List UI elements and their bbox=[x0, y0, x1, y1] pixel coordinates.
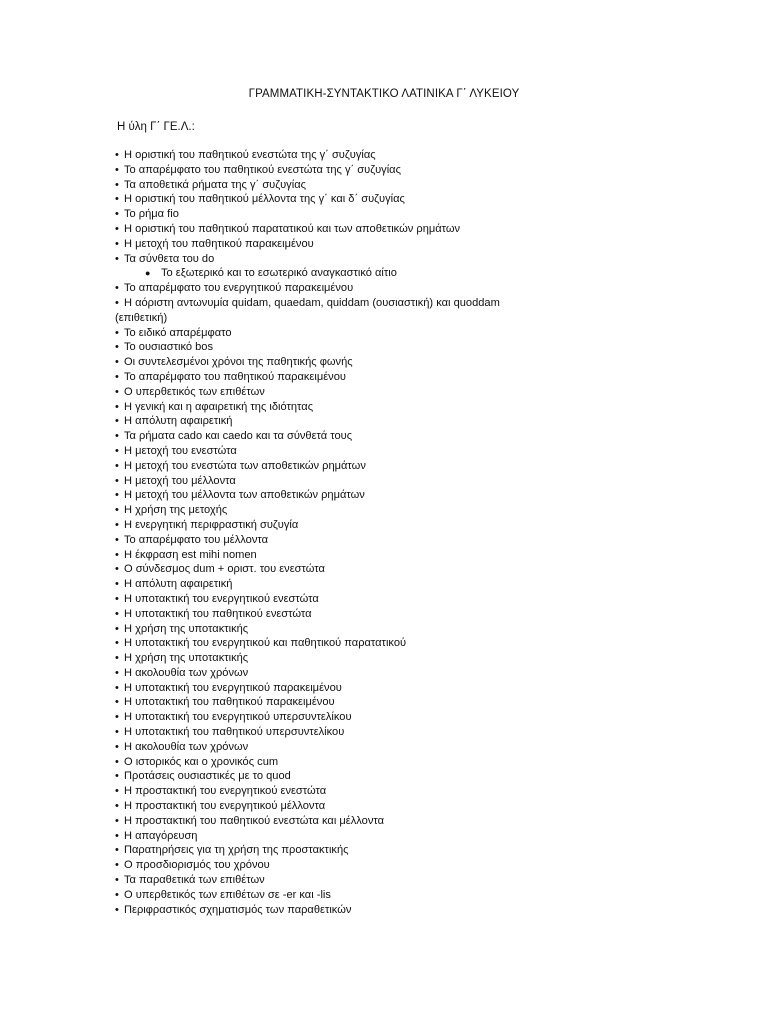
list-item bbox=[115, 666, 535, 681]
list-item bbox=[115, 651, 535, 666]
list-item bbox=[115, 178, 535, 193]
list-item bbox=[115, 355, 535, 370]
list-item bbox=[115, 592, 535, 607]
list-item-text: Ο προσδιορισμός του χρόνου bbox=[124, 859, 270, 872]
list-item bbox=[115, 533, 535, 548]
list-item-text: Η γενική και η αφαιρετική της ιδιότητας bbox=[124, 400, 314, 413]
list-item bbox=[115, 888, 535, 903]
bullet-icon: • bbox=[115, 163, 119, 176]
list-item bbox=[115, 222, 535, 237]
list-item bbox=[115, 281, 535, 296]
bullet-icon: • bbox=[115, 178, 119, 191]
bullet-icon: • bbox=[115, 844, 119, 857]
list-item-text: Το ειδικό απαρέμφατο bbox=[124, 326, 232, 339]
bullet-icon: • bbox=[115, 237, 119, 250]
list-item bbox=[115, 444, 535, 459]
list-item-text: Το απαρέμφατο του παθητικού ενεστώτα της γ΄ συζυγίας bbox=[124, 163, 401, 176]
list-item-text: Η απόλυτη αφαιρετική bbox=[124, 415, 233, 428]
bullet-icon: • bbox=[115, 652, 119, 665]
bullet-icon: • bbox=[115, 829, 119, 842]
bullet-icon: • bbox=[115, 607, 119, 620]
list-item bbox=[115, 725, 535, 740]
bullet-icon: • bbox=[115, 518, 119, 531]
bullet-icon: • bbox=[115, 370, 119, 383]
list-item bbox=[115, 400, 535, 415]
bullet-icon: • bbox=[115, 888, 119, 901]
bullet-icon: • bbox=[115, 385, 119, 398]
list-item bbox=[115, 873, 535, 888]
bullet-icon: • bbox=[115, 400, 119, 413]
list-item-text: Η μετοχή του ενεστώτα bbox=[124, 444, 237, 457]
list-item-text: Το εξωτερικό και το εσωτερικό αναγκαστικό αίτιο bbox=[161, 267, 397, 280]
bullet-icon: • bbox=[115, 859, 119, 872]
list-item-text: Η απόλυτη αφαιρετική bbox=[124, 578, 233, 591]
bullet-icon: • bbox=[115, 622, 119, 635]
list-item-text: Η ακολουθία των χρόνων bbox=[124, 666, 249, 679]
list-item-text: Το απαρέμφατο του ενεργητικού παρακειμένου bbox=[124, 282, 354, 295]
bullet-icon: • bbox=[115, 755, 119, 768]
bullet-icon: • bbox=[115, 296, 119, 309]
bullet-icon: • bbox=[115, 666, 119, 679]
bullet-icon: • bbox=[115, 740, 119, 753]
list-item-text: Η προστακτική του ενεργητικού ενεστώτα bbox=[124, 785, 327, 798]
list-item-text: Η υποτακτική του ενεργητικού παρακειμένου bbox=[124, 681, 342, 694]
list-item-text: Προτάσεις ουσιαστικές με το quod bbox=[124, 770, 291, 783]
list-item-text: Τα παραθετικά των επιθέτων bbox=[124, 874, 265, 887]
list-item-text: Το απαρέμφατο του μέλλοντα bbox=[124, 533, 269, 546]
list-item-text: Το ουσιαστικό bos bbox=[124, 341, 214, 354]
list-item bbox=[115, 858, 535, 873]
list-item bbox=[115, 518, 535, 533]
bullet-icon: • bbox=[115, 444, 119, 457]
list-item-text: Η υποτακτική του παθητικού ενεστώτα bbox=[124, 607, 312, 620]
bullet-icon: • bbox=[115, 903, 119, 916]
bullet-icon: • bbox=[115, 578, 119, 591]
list-item-text: Οι συντελεσμένοι χρόνοι της παθητικής φωνής bbox=[124, 356, 353, 369]
bullet-icon: • bbox=[115, 208, 119, 221]
list-item bbox=[115, 636, 535, 651]
bullet-icon: • bbox=[115, 770, 119, 783]
list-item bbox=[115, 474, 535, 489]
list-item-text: Η έκφραση est mihi nomen bbox=[124, 548, 257, 561]
list-item bbox=[115, 503, 535, 518]
list-item-text: Ο υπερθετικός των επιθέτων σε -er και -lis bbox=[124, 888, 331, 901]
list-item bbox=[115, 385, 535, 400]
list-item-text: Η οριστική του παθητικού μέλλοντα της γ΄ και δ΄ συζυγίας bbox=[124, 193, 405, 206]
bullet-icon: • bbox=[115, 430, 119, 443]
bullet-icon: • bbox=[115, 563, 119, 576]
list-item bbox=[115, 296, 535, 326]
list-item-text: Η χρήση της υποτακτικής bbox=[124, 622, 249, 635]
list-item-text: Η υποτακτική του ενεργητικού υπερσυντελίκου bbox=[124, 711, 352, 724]
bullet-icon: • bbox=[115, 356, 119, 369]
sub-bullet-icon: ● bbox=[145, 268, 151, 279]
list-item-text: Η χρήση της μετοχής bbox=[124, 504, 228, 517]
syllabus-heading: Η ύλη Γ΄ ΓΕ.Λ.: bbox=[117, 121, 195, 133]
bullet-icon: • bbox=[115, 696, 119, 709]
list-item bbox=[115, 326, 535, 341]
bullet-icon: • bbox=[115, 592, 119, 605]
list-item bbox=[115, 340, 535, 355]
page-title: ΓΡΑΜΜΑΤΙΚΗ-ΣΥΝΤΑΚΤΙΚΟ ΛΑΤΙΝΙΚΑ Γ΄ ΛΥΚΕΙΟΥ bbox=[248, 88, 520, 100]
list-item bbox=[115, 414, 535, 429]
list-item-text: Η προστακτική του παθητικού ενεστώτα και μέλλοντα bbox=[124, 814, 385, 827]
list-item bbox=[115, 695, 535, 710]
bullet-icon: • bbox=[115, 814, 119, 827]
bullet-icon: • bbox=[115, 326, 119, 339]
list-item bbox=[115, 829, 535, 844]
list-item-text: Η μετοχή του παθητικού παρακειμένου bbox=[124, 237, 314, 250]
list-item bbox=[115, 562, 535, 577]
syllabus-list bbox=[115, 148, 535, 917]
list-item bbox=[115, 266, 535, 281]
bullet-icon: • bbox=[115, 711, 119, 724]
list-item-text: Η ακολουθία των χρόνων bbox=[124, 740, 249, 753]
list-item bbox=[115, 548, 535, 563]
list-item bbox=[115, 163, 535, 178]
list-item-text: Το απαρέμφατο του παθητικού παρακειμένου bbox=[124, 370, 346, 383]
list-item-text: Η μετοχή του ενεστώτα των αποθετικών ρημάτων bbox=[124, 459, 366, 472]
bullet-icon: • bbox=[115, 459, 119, 472]
bullet-icon: • bbox=[115, 726, 119, 739]
list-item bbox=[115, 207, 535, 222]
bullet-icon: • bbox=[115, 637, 119, 650]
list-item-text: Η υποτακτική του ενεργητικού και παθητικού παρατατικού bbox=[124, 637, 407, 650]
list-item bbox=[115, 622, 535, 637]
list-item-text: Η οριστική του παθητικού ενεστώτα της γ΄ συζυγίας bbox=[124, 149, 376, 161]
list-item bbox=[115, 755, 535, 770]
bullet-icon: • bbox=[115, 474, 119, 487]
list-item-text: Ο σύνδεσμος dum + οριστ. του ενεστώτα bbox=[124, 563, 325, 576]
bullet-icon: • bbox=[115, 415, 119, 428]
list-item bbox=[115, 607, 535, 622]
list-item-text: Η προστακτική του ενεργητικού μέλλοντα bbox=[124, 800, 326, 813]
list-item bbox=[115, 740, 535, 755]
list-item-text: Η υποτακτική του παθητικού παρακειμένου bbox=[124, 696, 335, 709]
list-item bbox=[115, 237, 535, 252]
list-item bbox=[115, 843, 535, 858]
list-item-text: Παρατηρήσεις για τη χρήση της προστακτικής bbox=[124, 844, 349, 857]
list-item-text: Η μετοχή του μέλλοντα bbox=[124, 474, 236, 487]
bullet-icon: • bbox=[115, 785, 119, 798]
bullet-icon: • bbox=[115, 548, 119, 561]
bullet-icon: • bbox=[115, 681, 119, 694]
list-item bbox=[115, 429, 535, 444]
list-item-text: Ο υπερθετικός των επιθέτων bbox=[124, 385, 265, 398]
list-item bbox=[115, 784, 535, 799]
list-item-text: Τα σύνθετα του do bbox=[124, 252, 215, 265]
bullet-icon: • bbox=[115, 504, 119, 517]
bullet-icon: • bbox=[115, 222, 119, 235]
list-item-text: Η υποτακτική του ενεργητικού ενεστώτα bbox=[124, 592, 319, 605]
list-item bbox=[115, 370, 535, 385]
list-item-text: Η οριστική του παθητικού παρατατικού και των αποθετικών ρημάτων bbox=[124, 222, 461, 235]
bullet-icon: • bbox=[115, 193, 119, 206]
bullet-icon: • bbox=[115, 282, 119, 295]
list-item bbox=[115, 681, 535, 696]
list-item-text: Η ενεργητική περιφραστική συζυγία bbox=[124, 518, 299, 531]
bullet-icon: • bbox=[115, 252, 119, 265]
list-item bbox=[115, 577, 535, 592]
list-item-text: Το ρήμα fio bbox=[124, 208, 179, 221]
list-item bbox=[115, 459, 535, 474]
list-item-text: Η υποτακτική του παθητικού υπερσυντελίκου bbox=[124, 726, 345, 739]
bullet-icon: • bbox=[115, 341, 119, 354]
list-item bbox=[115, 799, 535, 814]
list-item bbox=[115, 148, 535, 163]
list-item-text: Η χρήση της υποτακτικής bbox=[124, 652, 249, 665]
list-item bbox=[115, 192, 535, 207]
list-item bbox=[115, 710, 535, 725]
list-item bbox=[115, 814, 535, 829]
list-item bbox=[115, 252, 535, 267]
list-item-text: Η αόριστη αντωνυμία quidam, quaedam, quiddam (ουσιαστική) και quoddam (επιθετική) bbox=[115, 296, 500, 324]
list-item-text: Η απαγόρευση bbox=[124, 829, 198, 842]
bullet-icon: • bbox=[115, 533, 119, 546]
bullet-icon: • bbox=[115, 874, 119, 887]
list-item-text: Τα ρήματα cado και caedo και τα σύνθετά τους bbox=[124, 430, 353, 443]
bullet-icon: • bbox=[115, 149, 119, 161]
bullet-icon: • bbox=[115, 800, 119, 813]
list-item-text: Η μετοχή του μέλλοντα των αποθετικών ρημάτων bbox=[124, 489, 365, 502]
list-item bbox=[115, 488, 535, 503]
list-item-text: Τα αποθετικά ρήματα της γ΄ συζυγίας bbox=[124, 178, 306, 191]
list-item-text: Περιφραστικός σχηματισμός των παραθετικών bbox=[124, 903, 352, 916]
list-item bbox=[115, 903, 535, 918]
list-item bbox=[115, 769, 535, 784]
bullet-icon: • bbox=[115, 489, 119, 502]
list-item-text: Ο ιστορικός και ο χρονικός cum bbox=[124, 755, 279, 768]
